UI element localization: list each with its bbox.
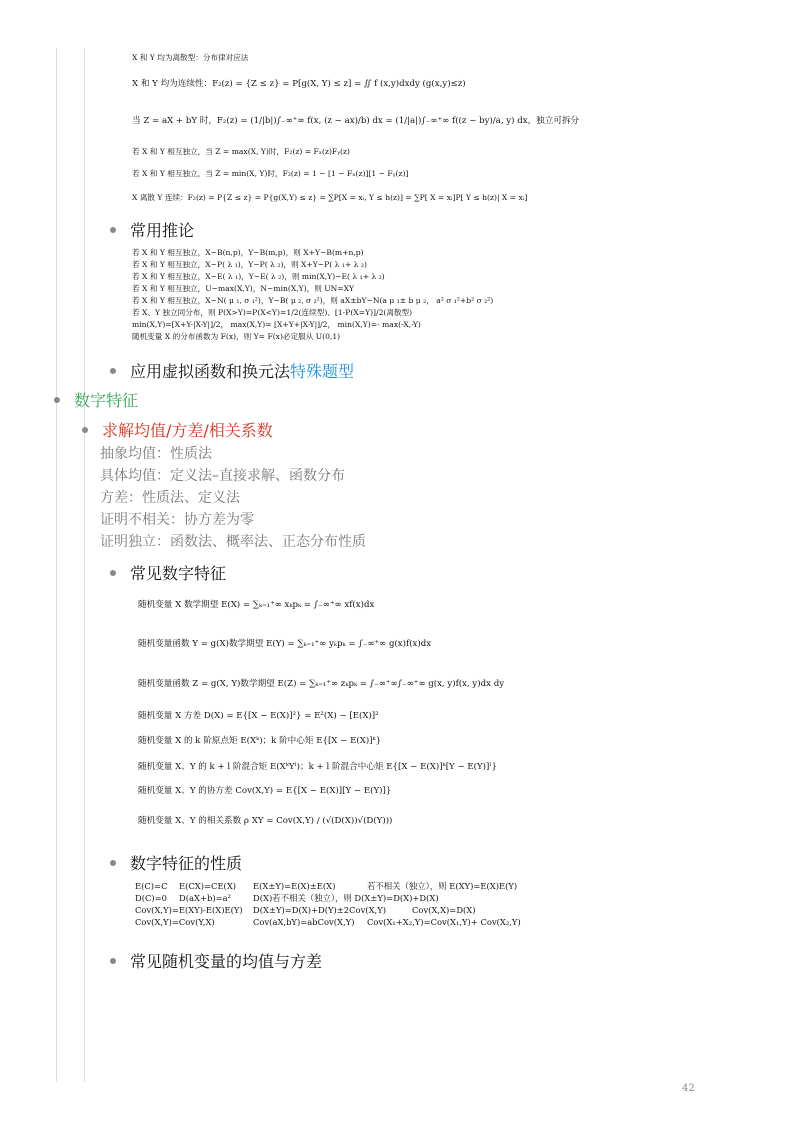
outline-item-common-rv[interactable] — [110, 949, 322, 972]
outline-guide-line — [84, 48, 85, 1082]
property-cell: 若不相关（独立），则 E(XY)=E(X)E(Y) — [367, 881, 518, 891]
bullet-dot-icon — [54, 397, 60, 403]
feature-formula: 随机变量 X、Y 的 k + l 阶混合矩 E(XᵏYˡ)；k + l 阶混合中心矩 E{[X − E(X)]ᵏ[Y − E(Y)]ˡ} — [138, 762, 497, 772]
bullet-dot-icon — [110, 958, 116, 964]
section-heading: 常见随机变量的均值与方差 — [130, 952, 323, 971]
note-line: 证明独立：函数法、概率法、正态分布性质 — [100, 534, 366, 550]
section-heading: 常用推论 — [130, 221, 195, 240]
outline-item-numeric-features[interactable] — [54, 388, 138, 411]
property-cell: D(X±Y)=D(X)+D(Y)±2Cov(X,Y) — [253, 905, 386, 915]
bullet-dot-icon — [110, 227, 116, 233]
outline-item-properties[interactable] — [110, 851, 242, 874]
outline-item-common-features[interactable] — [110, 561, 226, 584]
bullet-dot-icon — [110, 368, 116, 374]
property-cell: D(C)=0 — [135, 893, 168, 903]
inference-line: min(X,Y)=[X+Y-|X-Y|]/2， max(X,Y)= [X+Y+|X-Y|]/2， min(X,Y)=- max(-X,-Y) — [132, 320, 421, 329]
special-topic-link[interactable]: 特殊题型 — [290, 362, 355, 381]
feature-formula: 随机变量 X、Y 的相关系数 ρ XY = Cov(X,Y) / (√(D(X))√(D(Y))) — [138, 816, 393, 826]
feature-formula: 随机变量 X 的 k 阶原点矩 E(Xᵏ)；k 阶中心矩 E{[X − E(X)]ᵏ} — [138, 736, 382, 746]
property-cell: D(aX+b)=a² — [179, 893, 231, 903]
formula-line: 当 Z = aX + bY 时，F₂(z) = (1/|b|)∫₋∞⁺∞ f(x, (z − ax)/b) dx = (1/|a|)∫₋∞⁺∞ f((z − by)/a, y) dx，独立可拆分 — [132, 116, 580, 126]
feature-formula: 随机变量函数 Z = g(X, Y)数学期望 E(Z) = ∑ₖ₌₁⁺∞ zₖpₖ = ∫₋∞⁺∞∫₋∞⁺∞ g(x, y)f(x, y)dx dy — [138, 679, 505, 689]
property-cell: Cov(X₁+X₂,Y)=Cov(X₁,Y)+ Cov(X₂,Y) — [367, 917, 521, 927]
section-heading: 常见数字特征 — [130, 564, 227, 583]
outline-item-common-inference[interactable] — [110, 218, 194, 241]
bullet-dot-icon — [110, 860, 116, 866]
inference-line: 若 X 和 Y 相互独立，X~P( λ ₁)，Y~P( λ ₂)，则 X+Y~P( λ ₁+ λ ₂) — [132, 260, 367, 269]
property-cell: Cov(X,Y)=Cov(Y,X) — [135, 917, 215, 927]
feature-formula: 随机变量 X、Y 的协方差 Cov(X,Y) = E{[X − E(X)][Y − E(Y)]} — [138, 786, 392, 796]
section-heading: 求解均值/方差/相关系数 — [102, 421, 273, 440]
inference-line: 随机变量 X 的分布函数为 F(x)，则 Y= F(x)必定服从 U(0,1) — [132, 332, 341, 341]
inference-line: 若 X 和 Y 相互独立，X~E( λ ₁)，Y~E( λ ₂)，则 min(X,Y)~E( λ ₁+ λ ₂) — [132, 272, 385, 281]
solve-notes — [100, 443, 366, 553]
note-line: 抽象均值：性质法 — [100, 446, 212, 462]
section-heading: 数字特征的性质 — [130, 854, 243, 873]
formula-line: 若 X 和 Y 相互独立，当 Z = max(X, Y)时，F₂(z) = Fₓ(z)Fᵧ(z) — [132, 147, 350, 156]
section-heading: 应用虚拟函数和换元法 — [130, 362, 291, 381]
inference-line: 若 X 和 Y 相互独立，X~B(n,p)，Y~B(m,p)，则 X+Y~B(m+n,p) — [132, 248, 364, 257]
inference-line: 若 X 和 Y 相互独立，U~max(X,Y)，N~min(X,Y)，则 UN=XY — [132, 284, 355, 293]
formula-line: X 离散 Y 连续：F₂(z) = P{Z ≤ z} = P{g(X,Y) ≤ z} = ∑P[X = xᵢ, Y ≤ h(z)] = ∑P[ X = xᵢ]P[ Y ≤ h(z)| X = xᵢ] — [132, 193, 528, 202]
feature-formula: 随机变量 X 数学期望 E(X) = ∑ₖ₌₁⁺∞ xₖpₖ = ∫₋∞⁺∞ xf(x)dx — [138, 600, 375, 610]
note-line: 证明不相关：协方差为零 — [100, 512, 254, 528]
page-number: 42 — [682, 1083, 695, 1094]
formula-line: 若 X 和 Y 相互独立，当 Z = min(X, Y)时，F₂(z) = 1 − [1 − Fₓ(z)][1 − Fᵧ(z)] — [132, 169, 409, 178]
formula-line: X 和 Y 均为离散型：分布律对应法 — [132, 53, 249, 62]
property-cell: E(CX)=CE(X) — [179, 881, 237, 891]
inference-line: 若 X 和 Y 相互独立，X~N( μ ₁, σ ₁²)，Y~B( μ ₂, σ ₂²)，则 aX±bY~N(a μ ₁± b μ ₂， a² σ ₁²+b² σ ₂²) — [132, 296, 494, 305]
property-cell: Cov(X,X)=D(X) — [412, 905, 476, 915]
property-cell: E(C)=C — [135, 881, 168, 891]
feature-formula: 随机变量函数 Y = g(X)数学期望 E(Y) = ∑ₖ₌₁⁺∞ yₖpₖ = ∫₋∞⁺∞ g(x)f(x)dx — [138, 639, 432, 649]
inference-line: 若 X、Y 独立同分布，则 P(X>Y)=P(X<Y)=1/2(连续型)、[1-P(X=Y)]/2(离散型) — [132, 308, 413, 317]
bullet-dot-icon — [82, 427, 88, 433]
property-cell: Cov(aX,bY)=abCov(X,Y) — [253, 917, 355, 927]
note-line: 具体均值：定义法–直接求解、函数分布 — [100, 468, 345, 484]
outline-guide-line — [56, 48, 57, 1082]
property-cell: E(X±Y)=E(X)±E(X) — [253, 881, 336, 891]
outline-item-solve[interactable] — [82, 418, 273, 441]
property-cell: Cov(X,Y)=E(XY)-E(X)E(Y) — [135, 905, 243, 915]
note-line: 方差：性质法、定义法 — [100, 490, 240, 506]
formula-line: X 和 Y 均为连续性：F₂(z) = {Z ≤ z} = P[g(X, Y) ≤ z] = ∬ f (x,y)dxdy (g(x,y)≤z) — [132, 79, 466, 89]
property-cell: D(X)若不相关（独立），则 D(X±Y)=D(X)+D(X) — [253, 893, 439, 903]
section-heading: 数字特征 — [74, 391, 139, 410]
feature-formula: 随机变量 X 方差 D(X) = E{[X − E(X)]²} = E²(X) − [E(X)]² — [138, 711, 379, 721]
outline-item-virtual-function[interactable] — [110, 359, 354, 382]
bullet-dot-icon — [110, 570, 116, 576]
